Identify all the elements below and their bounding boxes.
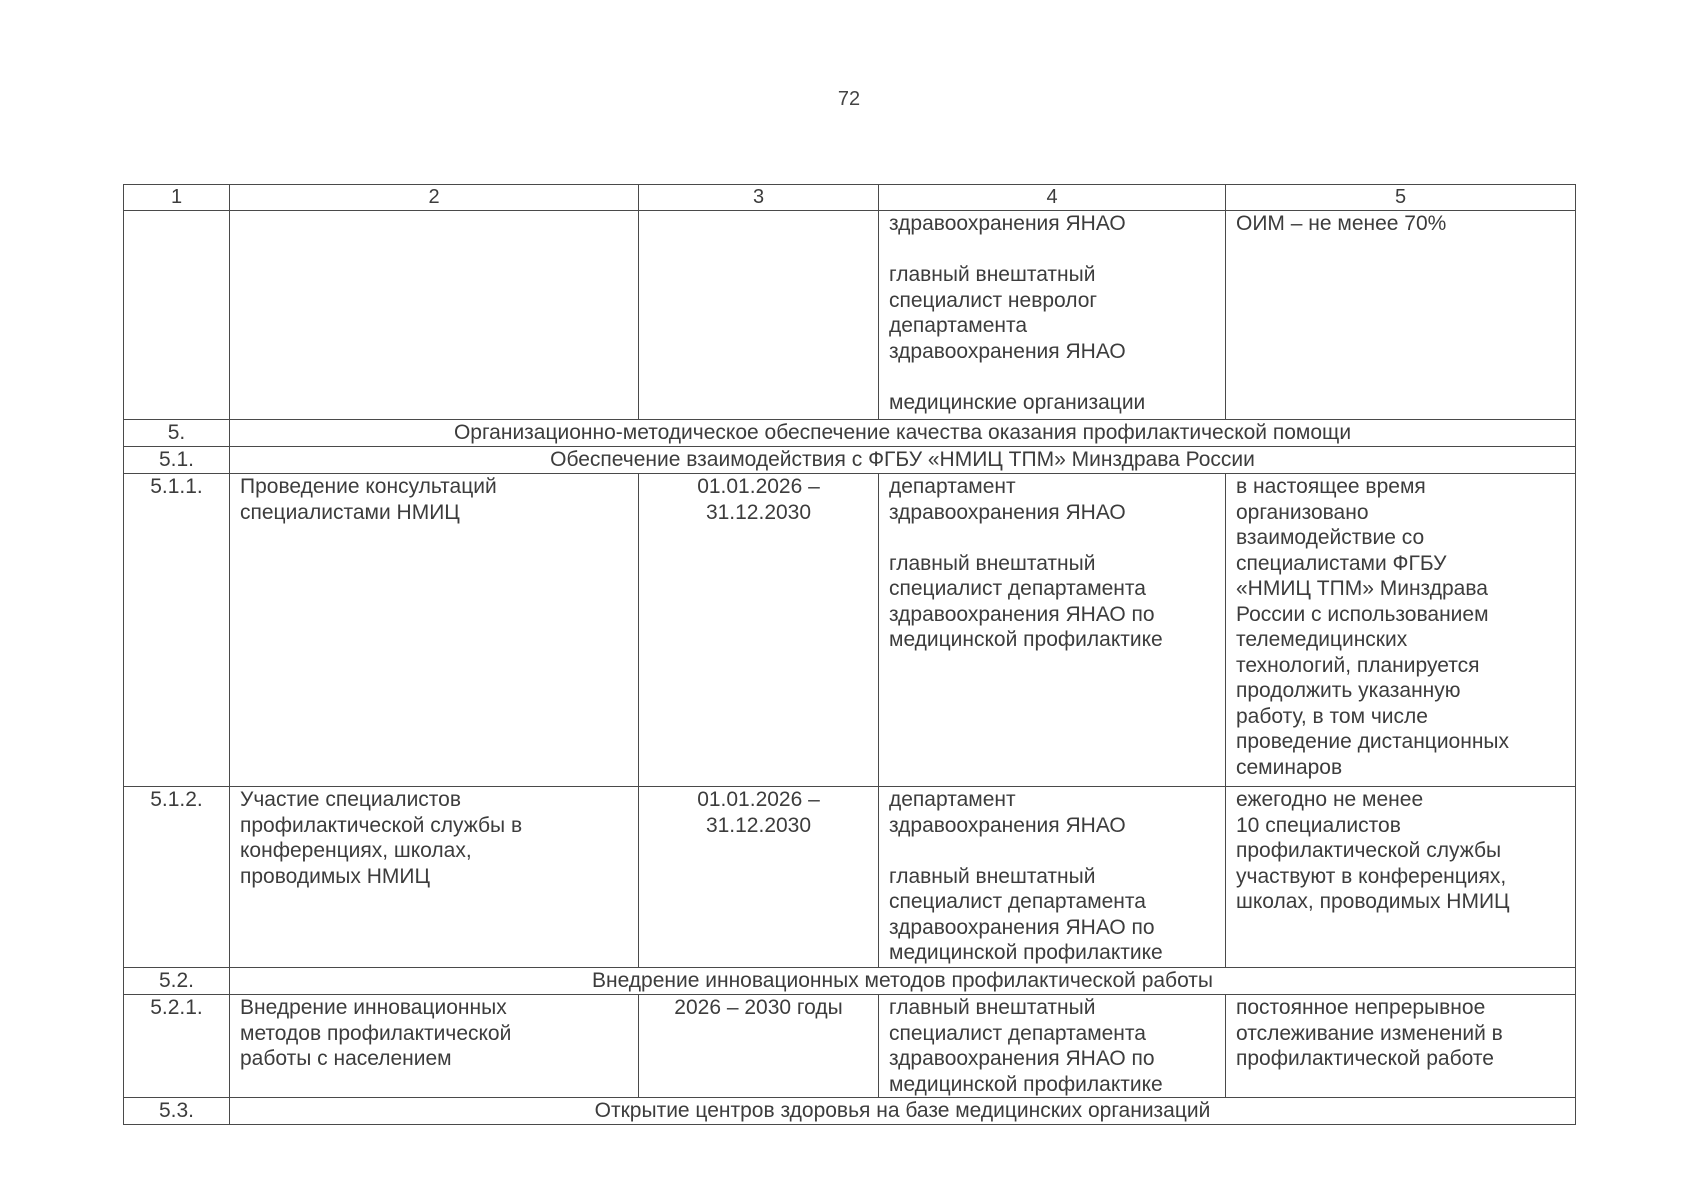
- result-cell: в настоящее время организовано взаимодействие со специалистами ФГБУ «НМИЦ ТПМ» Минздрава России с использованием телемедицинских технологий, планируется продолжить указанную работу, в том числе проведение дистанционных семинаров: [1226, 474, 1576, 787]
- result-cell: ежегодно не менее 10 специалистов профилактической службы участвуют в конференциях, школах, проводимых НМИЦ: [1226, 787, 1576, 968]
- table-row: [124, 787, 1576, 968]
- subsection-row: [124, 447, 1576, 474]
- result-cell: ОИМ – не менее 70%: [1226, 211, 1576, 420]
- section-title: Внедрение инновационных методов профилактической работы: [230, 968, 1576, 995]
- number-cell: 5.1.1.: [124, 474, 230, 787]
- measure-cell: [230, 211, 639, 420]
- period-cell: 01.01.2026 – 31.12.2030: [639, 787, 879, 968]
- number-cell: 5.1.2.: [124, 787, 230, 968]
- measures-table: [123, 184, 1576, 1125]
- responsible-cell: департамент здравоохранения ЯНАО главный внештатный специалист департамента здравоохранения ЯНАО по медицинской профилактике: [879, 474, 1226, 787]
- period-cell: [639, 211, 879, 420]
- column-number: 2: [230, 185, 639, 211]
- responsible-cell: главный внештатный специалист департамента здравоохранения ЯНАО по медицинской профилактике: [879, 995, 1226, 1098]
- period-cell: 01.01.2026 – 31.12.2030: [639, 474, 879, 787]
- section-number: 5.: [124, 420, 230, 447]
- measure-cell: Участие специалистов профилактической службы в конференциях, школах, проводимых НМИЦ: [230, 787, 639, 968]
- responsible-cell: здравоохранения ЯНАО главный внештатный специалист невролог департамента здравоохранения ЯНАО медицинские организации: [879, 211, 1226, 420]
- number-cell: [124, 211, 230, 420]
- section-row: [124, 420, 1576, 447]
- column-number: 4: [879, 185, 1226, 211]
- subsection-row: [124, 1098, 1576, 1125]
- table-row: [124, 211, 1576, 420]
- section-title: Организационно-методическое обеспечение качества оказания профилактической помощи: [230, 420, 1576, 447]
- subsection-row: [124, 968, 1576, 995]
- period-cell: 2026 – 2030 годы: [639, 995, 879, 1098]
- table-row: [124, 474, 1576, 787]
- responsible-cell: департамент здравоохранения ЯНАО главный внештатный специалист департамента здравоохранения ЯНАО по медицинской профилактике: [879, 787, 1226, 968]
- column-number: 3: [639, 185, 879, 211]
- table-row: [124, 995, 1576, 1098]
- column-number-row: [124, 185, 1576, 211]
- page-number: 72: [837, 88, 861, 110]
- measure-cell: Внедрение инновационных методов профилактической работы с населением: [230, 995, 639, 1098]
- number-cell: 5.2.1.: [124, 995, 230, 1098]
- section-title: Открытие центров здоровья на базе медицинских организаций: [230, 1098, 1576, 1125]
- section-number: 5.1.: [124, 447, 230, 474]
- result-cell: постоянное непрерывное отслеживание изменений в профилактической работе: [1226, 995, 1576, 1098]
- section-number: 5.2.: [124, 968, 230, 995]
- column-number: 5: [1226, 185, 1576, 211]
- section-number: 5.3.: [124, 1098, 230, 1125]
- section-title: Обеспечение взаимодействия с ФГБУ «НМИЦ ТПМ» Минздрава России: [230, 447, 1576, 474]
- measure-cell: Проведение консультаций специалистами НМИЦ: [230, 474, 639, 787]
- column-number: 1: [124, 185, 230, 211]
